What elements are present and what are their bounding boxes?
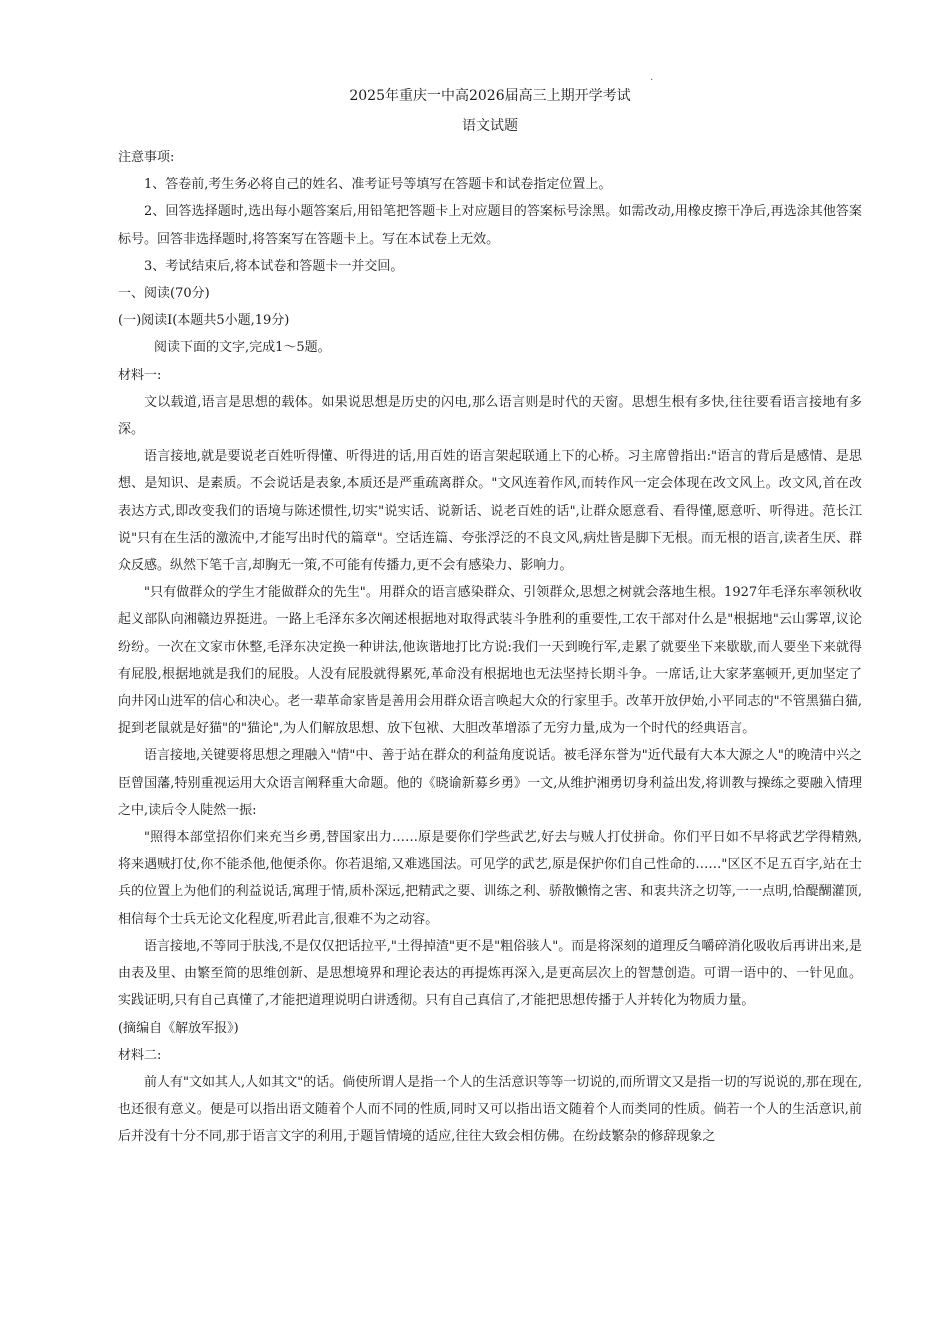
body-paragraph: 语言接地,不等同于肤浅,不是仅仅把话拉平,"土得掉渣"更不是"粗俗骇人"。而是将深刻的道理反刍嚼碎消化吸收后再讲出来,是由表及里、由繁至简的思维创新、是思想境界和理论表达的再提炼再深入,是更高层次上的智慧创造。可谓一语中的、一针见血。实践证明,只有自己真懂了,才能把道理说明白讲透彻。只有自己真信了,才能把思想传播于人并转化为物质力量。 [118,938,862,1009]
section-heading: 一、阅读(70分) [118,286,210,302]
exam-subject: 语文试题 [462,118,518,134]
corner-mark: . [650,72,654,83]
notice-heading: 注意事项: [118,150,175,165]
material-one-label: 材料一: [118,367,162,383]
material-two-label: 材料二: [118,1047,162,1063]
notice-item: 1、答卷前,考生务必将自己的姓名、准考证号等填写在答题卡和试卷指定位置上。 [144,177,612,193]
reading-instruction: 阅读下面的文字,完成1～5题。 [154,340,331,356]
body-paragraph: 文以载道,语言是思想的载体。如果说思想是历史的闪电,那么语言则是时代的天窗。思想生根有多快,往往要看语言接地有多深。 [118,394,862,438]
notice-item: 2、回答选择题时,选出每小题答案后,用铅笔把答题卡上对应题目的答案标号涂黑。如需改动,用橡皮擦干净后,再选涂其他答案标号。回答非选择题时,将答案写在答题卡上。写在本试卷上无效。 [118,204,862,247]
material-one-source: (摘编自《解放军报》) [118,1020,239,1036]
document-page [118,86,862,1151]
body-paragraph: "只有做群众的学生才能做群众的先生"。用群众的语言感染群众、引领群众,思想之树就会落地生根。1927年毛泽东率领秋收起义部队向湘赣边界挺进。一路上毛泽东多次阐述根据地对取得武装斗争胜利的重要性,工农干部对什么是"根据地"云山雾罩,议论纷纷。一次在文家市休整,毛泽东决定换一种讲法,他诙谐地打比方说:我们一天到晚行军,走累了就要坐下来歇歇,而人要坐下来就得有屁股,根据地就是我们的屁股。人没有屁股就得累死,革命没有根据地也无法坚持长期斗争。一席话,让大家茅塞顿开,更加坚定了向井冈山进军的信心和决心。老一辈革命家皆是善用会用群众语言唤起大众的行家里手。改革开放伊始,小平同志的"不管黑猫白猫,捉到老鼠就是好猫"的"猫论",为人们解放思想、放下包袱、大胆改革增添了无穷力量,成为一个时代的经典语言。 [118,585,862,737]
body-paragraph: 语言接地,关键要将思想之理融入"情"中、善于站在群众的利益角度说话。被毛泽东誉为"近代最有大本大源之人"的晚清中兴之臣曾国藩,特别重视运用大众语言阐释重大命题。他的《晓谕新募乡勇》一文,从维护湘勇切身利益出发,将训教与操练之要融入情理之中,读后令人陡然一振: [118,748,862,818]
notice-item: 3、考试结束后,将本试卷和答题卡一并交回。 [144,258,404,274]
quoted-paragraph: "照得本部堂招你们来充当乡勇,替国家出力……原是要你们学些武艺,好去与贼人打仗拼命。你们平日如不早将武艺学得精熟,将来遇贼打仗,你不能杀他,他便杀你。你若退缩,又难逃国法。可见学的武艺,原是保护你们自己性命的……"区区不足五百字,站在士兵的位置上为他们的利益说话,寓理于情,质朴深远,把精武之要、训练之利、骄散懒惰之害、和衷共济之切等,一一点明,恰醍醐灌顶,相信每个士兵无论文化程度,听君此言,很难不为之动容。 [118,830,862,927]
body-paragraph: 语言接地,就是要说老百姓听得懂、听得进的话,用百姓的语言架起联通上下的心桥。习主席曾指出:"语言的背后是感情、是思想、是知识、是素质。不会说话是表象,本质还是严重疏离群众。"文风连着作风,而转作风一定会体现在改文风上。改文风,首在改表达方式,即改变我们的语境与陈述惯性,切实"说实话、说新话、说老百姓的话",让群众愿意看、看得懂,愿意听、听得进。范长江说"只有在生活的激流中,才能写出时代的篇章"。空话连篇、夸张浮泛的不良文风,病灶皆是脚下无根。而无根的语言,读者生厌、群众反感。纵然下笔千言,却胸无一策,不可能有传播力,更不会有感染力、影响力。 [118,449,862,574]
body-paragraph: 前人有"文如其人,人如其文"的话。倘使所谓人是指一个人的生活意识等等一切说的,而所谓文又是指一切的写说说的,那在现在,也还很有意义。便是可以指出语文随着个人而不同的性质,同时又可以指出语文随着个人而类同的性质。倘若一个人的生活意识,前后并没有十分不同,那于语言文字的利用,于题旨情境的适应,往往大致会相仿佛。在纷歧繁杂的修辞现象之 [118,1074,862,1145]
section-subheading: (一)阅读Ⅰ(本题共5小题,19分) [118,313,290,329]
exam-title: 2025年重庆一中高2026届高三上期开学考试 [349,88,631,104]
